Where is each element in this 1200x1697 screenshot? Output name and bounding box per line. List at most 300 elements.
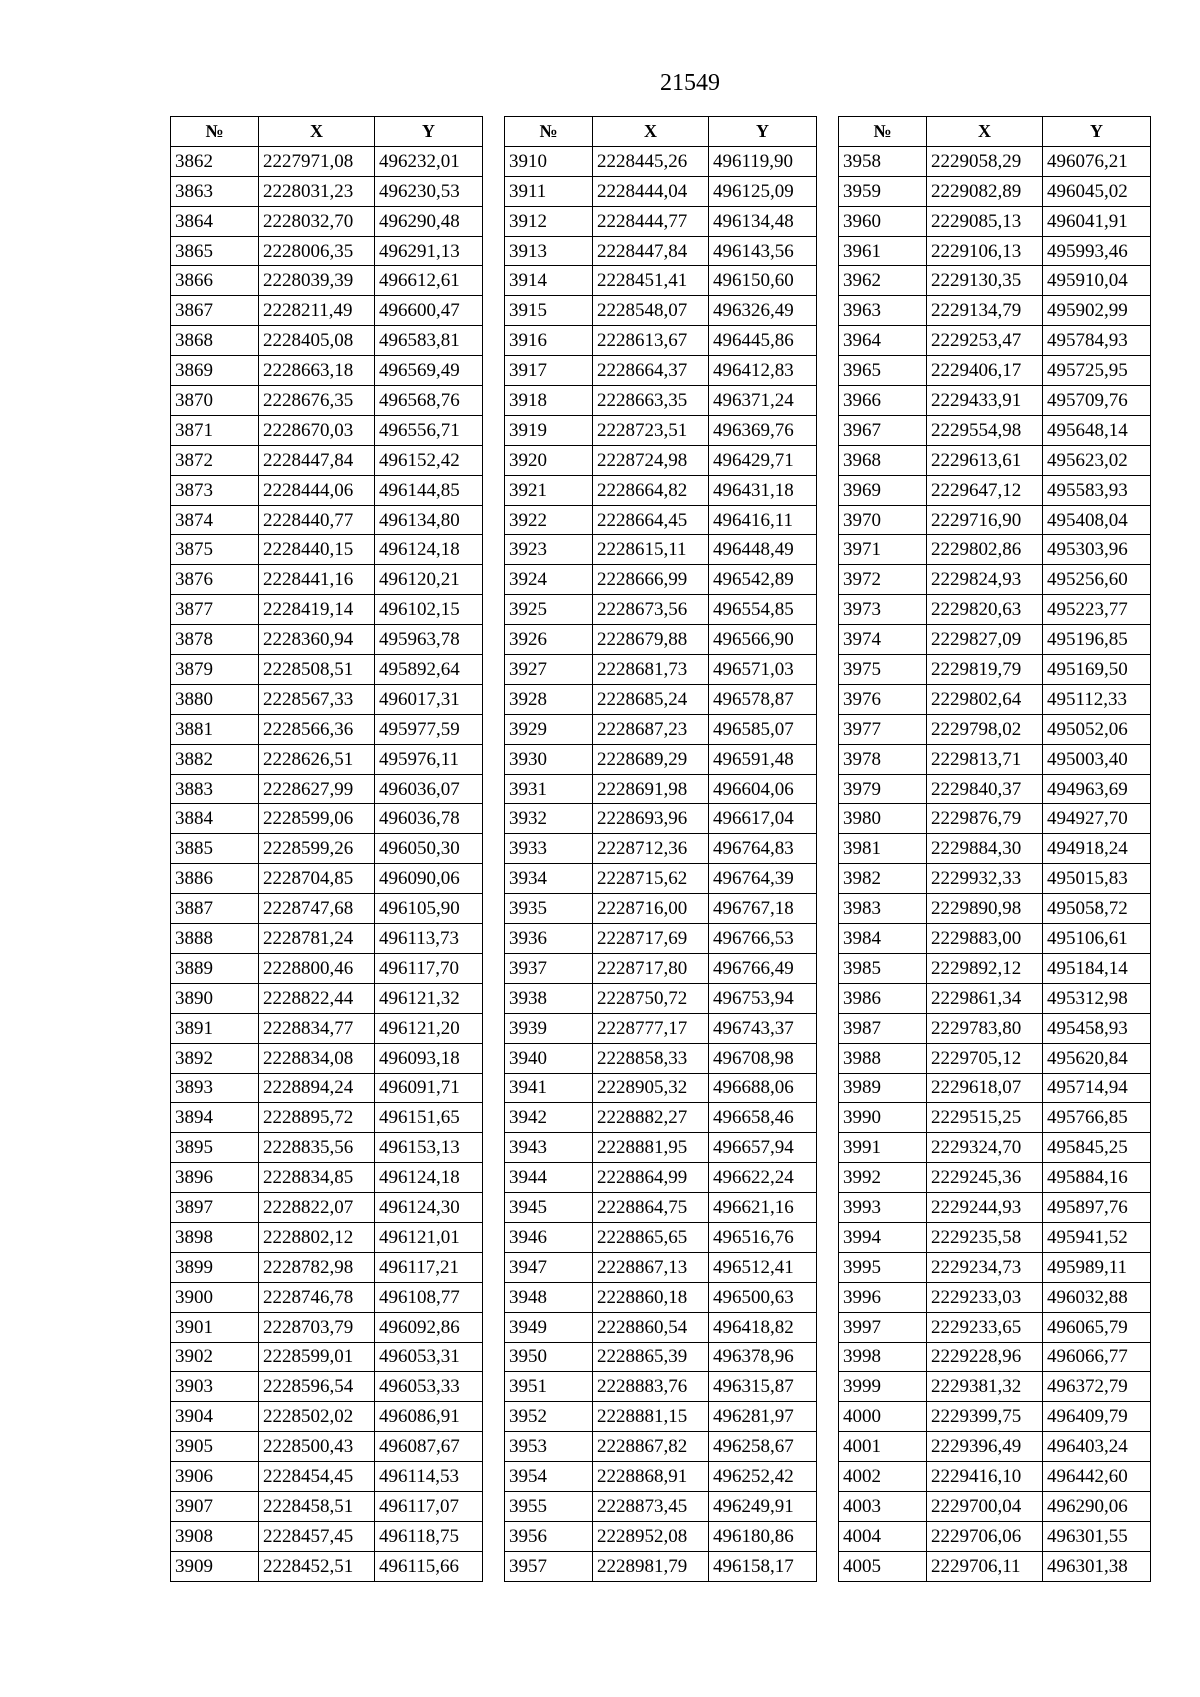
point-number-cell: 3865: [171, 236, 259, 266]
y-coordinate-cell: 496053,33: [375, 1372, 483, 1402]
table-row: [171, 1372, 483, 1402]
x-coordinate-cell: 2229783,80: [927, 1013, 1043, 1043]
table-row: [505, 625, 817, 655]
point-number-cell: 3980: [839, 804, 927, 834]
x-coordinate-cell: 2229890,98: [927, 894, 1043, 924]
table-row: [505, 565, 817, 595]
table-row: [839, 1491, 1151, 1521]
table-row: [505, 326, 817, 356]
table-row: [171, 565, 483, 595]
table-row: [839, 1462, 1151, 1492]
y-coordinate-cell: 496252,42: [709, 1462, 817, 1492]
x-coordinate-cell: 2228508,51: [259, 655, 375, 685]
point-number-cell: 3870: [171, 386, 259, 416]
y-coordinate-cell: 496448,49: [709, 535, 817, 565]
x-coordinate-cell: 2228670,03: [259, 415, 375, 445]
x-coordinate-cell: 2228704,85: [259, 864, 375, 894]
y-coordinate-cell: 495714,94: [1043, 1073, 1151, 1103]
point-number-cell: 3938: [505, 983, 593, 1013]
x-coordinate-cell: 2228444,77: [593, 206, 709, 236]
table-row: [505, 535, 817, 565]
y-coordinate-cell: 496500,63: [709, 1282, 817, 1312]
table-row: [839, 864, 1151, 894]
y-coordinate-cell: 496512,41: [709, 1252, 817, 1282]
point-number-cell: 3920: [505, 445, 593, 475]
table-row: [171, 834, 483, 864]
point-number-cell: 3988: [839, 1043, 927, 1073]
point-number-cell: 3979: [839, 774, 927, 804]
point-number-cell: 3966: [839, 386, 927, 416]
page-number: 21549: [660, 70, 720, 96]
table-row: [505, 1193, 817, 1223]
point-number-cell: 3927: [505, 655, 593, 685]
point-number-cell: 3907: [171, 1491, 259, 1521]
point-number-cell: 3934: [505, 864, 593, 894]
table-row: [171, 386, 483, 416]
y-coordinate-cell: 495003,40: [1043, 744, 1151, 774]
y-coordinate-cell: 496658,46: [709, 1103, 817, 1133]
y-coordinate-cell: 496315,87: [709, 1372, 817, 1402]
table-row: [839, 1551, 1151, 1581]
x-coordinate-cell: 2228691,98: [593, 774, 709, 804]
point-number-cell: 3901: [171, 1312, 259, 1342]
x-coordinate-cell: 2228615,11: [593, 535, 709, 565]
x-coordinate-cell: 2228039,39: [259, 266, 375, 296]
y-coordinate-cell: 496143,56: [709, 236, 817, 266]
table-row: [839, 655, 1151, 685]
table-row: [171, 326, 483, 356]
point-number-cell: 3911: [505, 176, 593, 206]
x-coordinate-cell: 2228440,15: [259, 535, 375, 565]
x-coordinate-cell: 2228777,17: [593, 1013, 709, 1043]
point-number-cell: 3976: [839, 684, 927, 714]
table-row: [505, 1103, 817, 1133]
point-number-cell: 3972: [839, 565, 927, 595]
y-coordinate-cell: 496571,03: [709, 655, 817, 685]
y-coordinate-cell: 496121,32: [375, 983, 483, 1013]
point-number-cell: 3900: [171, 1282, 259, 1312]
table-row: [839, 1342, 1151, 1372]
x-coordinate-cell: 2229706,11: [927, 1551, 1043, 1581]
x-coordinate-cell: 2228596,54: [259, 1372, 375, 1402]
x-coordinate-cell: 2228673,56: [593, 595, 709, 625]
y-coordinate-cell: 495910,04: [1043, 266, 1151, 296]
table-row: [505, 1073, 817, 1103]
y-coordinate-cell: 495583,93: [1043, 475, 1151, 505]
y-coordinate-cell: 495897,76: [1043, 1193, 1151, 1223]
y-coordinate-cell: 496764,39: [709, 864, 817, 894]
x-coordinate-cell: 2229892,12: [927, 953, 1043, 983]
point-number-cell: 3989: [839, 1073, 927, 1103]
point-number-cell: 3941: [505, 1073, 593, 1103]
x-coordinate-cell: 2228452,51: [259, 1551, 375, 1581]
y-coordinate-cell: 494918,24: [1043, 834, 1151, 864]
y-coordinate-cell: 495196,85: [1043, 625, 1151, 655]
point-number-cell: 3917: [505, 356, 593, 386]
point-number-cell: 3916: [505, 326, 593, 356]
x-coordinate-cell: 2229883,00: [927, 924, 1043, 954]
y-coordinate-cell: 496753,94: [709, 983, 817, 1013]
table-row: [171, 505, 483, 535]
y-coordinate-cell: 495993,46: [1043, 236, 1151, 266]
y-coordinate-cell: 495892,64: [375, 655, 483, 685]
point-number-cell: 3926: [505, 625, 593, 655]
x-coordinate-cell: 2228548,07: [593, 296, 709, 326]
y-coordinate-cell: 496090,06: [375, 864, 483, 894]
point-number-cell: 3992: [839, 1163, 927, 1193]
point-number-cell: 3891: [171, 1013, 259, 1043]
point-number-cell: 4005: [839, 1551, 927, 1581]
table-row: [171, 415, 483, 445]
y-coordinate-cell: 495623,02: [1043, 445, 1151, 475]
y-coordinate-cell: 496445,86: [709, 326, 817, 356]
point-number-cell: 3893: [171, 1073, 259, 1103]
table-row: [505, 953, 817, 983]
table-row: [505, 505, 817, 535]
x-coordinate-cell: 2228865,39: [593, 1342, 709, 1372]
table-row: [171, 924, 483, 954]
coordinate-table-1: [170, 116, 483, 1582]
table-row: [171, 1133, 483, 1163]
table-row: [171, 1402, 483, 1432]
point-number-cell: 3982: [839, 864, 927, 894]
table-row: [839, 1043, 1151, 1073]
x-coordinate-cell: 2229820,63: [927, 595, 1043, 625]
y-coordinate-cell: 496556,71: [375, 415, 483, 445]
table-row: [839, 1193, 1151, 1223]
point-number-cell: 3897: [171, 1193, 259, 1223]
y-coordinate-cell: 496045,02: [1043, 176, 1151, 206]
y-coordinate-cell: 495015,83: [1043, 864, 1151, 894]
x-coordinate-cell: 2229515,25: [927, 1103, 1043, 1133]
y-coordinate-cell: 495977,59: [375, 714, 483, 744]
y-coordinate-cell: 496591,48: [709, 744, 817, 774]
point-number-cell: 3887: [171, 894, 259, 924]
point-number-cell: 3944: [505, 1163, 593, 1193]
x-coordinate-cell: 2229819,79: [927, 655, 1043, 685]
y-coordinate-cell: 496621,16: [709, 1193, 817, 1223]
y-coordinate-cell: 495963,78: [375, 625, 483, 655]
x-coordinate-cell: 2228860,18: [593, 1282, 709, 1312]
point-number-cell: 3878: [171, 625, 259, 655]
y-coordinate-cell: 496412,83: [709, 356, 817, 386]
x-coordinate-cell: 2228724,98: [593, 445, 709, 475]
table-row: [839, 774, 1151, 804]
x-coordinate-cell: 2228567,33: [259, 684, 375, 714]
table-row: [505, 386, 817, 416]
y-coordinate-cell: 495106,61: [1043, 924, 1151, 954]
point-number-cell: 3977: [839, 714, 927, 744]
x-coordinate-cell: 2228747,68: [259, 894, 375, 924]
point-number-cell: 3958: [839, 146, 927, 176]
table-row: [505, 206, 817, 236]
y-coordinate-cell: 496766,49: [709, 953, 817, 983]
y-coordinate-cell: 496290,48: [375, 206, 483, 236]
y-coordinate-cell: 496087,67: [375, 1432, 483, 1462]
x-coordinate-cell: 2229233,03: [927, 1282, 1043, 1312]
point-number-cell: 3872: [171, 445, 259, 475]
y-coordinate-cell: 495058,72: [1043, 894, 1151, 924]
point-number-cell: 3885: [171, 834, 259, 864]
x-coordinate-cell: 2228211,49: [259, 296, 375, 326]
point-number-cell: 3908: [171, 1521, 259, 1551]
y-coordinate-cell: 496301,38: [1043, 1551, 1151, 1581]
table-row: [505, 445, 817, 475]
y-coordinate-cell: 496442,60: [1043, 1462, 1151, 1492]
table-row: [505, 176, 817, 206]
point-number-cell: 3933: [505, 834, 593, 864]
table-row: [505, 236, 817, 266]
table-row: [839, 714, 1151, 744]
table-row: [839, 983, 1151, 1013]
table-header-row: [505, 117, 817, 147]
x-coordinate-cell: 2229798,02: [927, 714, 1043, 744]
point-number-cell: 3895: [171, 1133, 259, 1163]
point-number-cell: 3863: [171, 176, 259, 206]
table-row: [171, 1193, 483, 1223]
table-row: [839, 356, 1151, 386]
y-coordinate-cell: 496120,21: [375, 565, 483, 595]
table-row: [839, 266, 1151, 296]
column-header-y: Y: [709, 117, 817, 147]
table-row: [505, 1521, 817, 1551]
point-number-cell: 3987: [839, 1013, 927, 1043]
x-coordinate-cell: 2228895,72: [259, 1103, 375, 1133]
x-coordinate-cell: 2228717,80: [593, 953, 709, 983]
x-coordinate-cell: 2228458,51: [259, 1491, 375, 1521]
x-coordinate-cell: 2229932,33: [927, 864, 1043, 894]
y-coordinate-cell: 496612,61: [375, 266, 483, 296]
x-coordinate-cell: 2228716,00: [593, 894, 709, 924]
point-number-cell: 3954: [505, 1462, 593, 1492]
y-coordinate-cell: 496232,01: [375, 146, 483, 176]
point-number-cell: 3881: [171, 714, 259, 744]
y-coordinate-cell: 496092,86: [375, 1312, 483, 1342]
x-coordinate-cell: 2229406,17: [927, 356, 1043, 386]
y-coordinate-cell: 496378,96: [709, 1342, 817, 1372]
y-coordinate-cell: 496117,21: [375, 1252, 483, 1282]
coordinate-table-2: [504, 116, 817, 1582]
point-number-cell: 3967: [839, 415, 927, 445]
table-row: [839, 1133, 1151, 1163]
x-coordinate-cell: 2229802,86: [927, 535, 1043, 565]
y-coordinate-cell: 495766,85: [1043, 1103, 1151, 1133]
y-coordinate-cell: 496124,18: [375, 1163, 483, 1193]
y-coordinate-cell: 495648,14: [1043, 415, 1151, 445]
point-number-cell: 3950: [505, 1342, 593, 1372]
table-row: [839, 1432, 1151, 1462]
point-number-cell: 4001: [839, 1432, 927, 1462]
table-row: [505, 1432, 817, 1462]
x-coordinate-cell: 2228599,01: [259, 1342, 375, 1372]
x-coordinate-cell: 2229840,37: [927, 774, 1043, 804]
point-number-cell: 3864: [171, 206, 259, 236]
y-coordinate-cell: 495902,99: [1043, 296, 1151, 326]
table-row: [171, 894, 483, 924]
y-coordinate-cell: 496053,31: [375, 1342, 483, 1372]
x-coordinate-cell: 2229324,70: [927, 1133, 1043, 1163]
point-number-cell: 3981: [839, 834, 927, 864]
x-coordinate-cell: 2228666,99: [593, 565, 709, 595]
point-number-cell: 3930: [505, 744, 593, 774]
x-coordinate-cell: 2228440,77: [259, 505, 375, 535]
table-row: [505, 924, 817, 954]
point-number-cell: 3965: [839, 356, 927, 386]
point-number-cell: 3974: [839, 625, 927, 655]
point-number-cell: 3896: [171, 1163, 259, 1193]
point-number-cell: 3873: [171, 475, 259, 505]
point-number-cell: 3929: [505, 714, 593, 744]
table-row: [839, 1222, 1151, 1252]
point-number-cell: 3862: [171, 146, 259, 176]
x-coordinate-cell: 2228405,08: [259, 326, 375, 356]
y-coordinate-cell: 496230,53: [375, 176, 483, 206]
y-coordinate-cell: 496036,78: [375, 804, 483, 834]
table-row: [505, 1252, 817, 1282]
y-coordinate-cell: 496290,06: [1043, 1491, 1151, 1521]
table-row: [839, 1372, 1151, 1402]
table-row: [171, 1432, 483, 1462]
x-coordinate-cell: 2228746,78: [259, 1282, 375, 1312]
table-row: [839, 415, 1151, 445]
point-number-cell: 3956: [505, 1521, 593, 1551]
point-number-cell: 3923: [505, 535, 593, 565]
y-coordinate-cell: 496281,97: [709, 1402, 817, 1432]
x-coordinate-cell: 2228447,84: [259, 445, 375, 475]
x-coordinate-cell: 2228360,94: [259, 625, 375, 655]
point-number-cell: 3963: [839, 296, 927, 326]
x-coordinate-cell: 2229433,91: [927, 386, 1043, 416]
x-coordinate-cell: 2228566,36: [259, 714, 375, 744]
x-coordinate-cell: 2228502,02: [259, 1402, 375, 1432]
point-number-cell: 3888: [171, 924, 259, 954]
point-number-cell: 4000: [839, 1402, 927, 1432]
column-header-x: X: [927, 117, 1043, 147]
x-coordinate-cell: 2228681,73: [593, 655, 709, 685]
table-row: [839, 1252, 1151, 1282]
y-coordinate-cell: 496050,30: [375, 834, 483, 864]
point-number-cell: 3866: [171, 266, 259, 296]
table-row: [839, 535, 1151, 565]
y-coordinate-cell: 496017,31: [375, 684, 483, 714]
y-coordinate-cell: 496144,85: [375, 475, 483, 505]
table-row: [839, 176, 1151, 206]
point-number-cell: 3899: [171, 1252, 259, 1282]
x-coordinate-cell: 2228664,37: [593, 356, 709, 386]
table-row: [839, 1312, 1151, 1342]
x-coordinate-cell: 2228834,85: [259, 1163, 375, 1193]
y-coordinate-cell: 496086,91: [375, 1402, 483, 1432]
x-coordinate-cell: 2228441,16: [259, 565, 375, 595]
table-row: [839, 1402, 1151, 1432]
point-number-cell: 3914: [505, 266, 593, 296]
coordinate-tables: [170, 116, 1151, 1582]
y-coordinate-cell: 496032,88: [1043, 1282, 1151, 1312]
table-row: [839, 894, 1151, 924]
x-coordinate-cell: 2228873,45: [593, 1491, 709, 1521]
y-coordinate-cell: 495620,84: [1043, 1043, 1151, 1073]
point-number-cell: 4002: [839, 1462, 927, 1492]
x-coordinate-cell: 2229618,07: [927, 1073, 1043, 1103]
y-coordinate-cell: 496291,13: [375, 236, 483, 266]
x-coordinate-cell: 2228613,67: [593, 326, 709, 356]
y-coordinate-cell: 495976,11: [375, 744, 483, 774]
x-coordinate-cell: 2229876,79: [927, 804, 1043, 834]
point-number-cell: 3985: [839, 953, 927, 983]
table-row: [171, 1073, 483, 1103]
point-number-cell: 3936: [505, 924, 593, 954]
y-coordinate-cell: 496604,06: [709, 774, 817, 804]
table-row: [171, 1013, 483, 1043]
x-coordinate-cell: 2228679,88: [593, 625, 709, 655]
point-number-cell: 3935: [505, 894, 593, 924]
table-row: [839, 146, 1151, 176]
x-coordinate-cell: 2228032,70: [259, 206, 375, 236]
point-number-cell: 3991: [839, 1133, 927, 1163]
table-row: [505, 1372, 817, 1402]
point-number-cell: 3883: [171, 774, 259, 804]
point-number-cell: 3910: [505, 146, 593, 176]
point-number-cell: 3905: [171, 1432, 259, 1462]
point-number-cell: 3984: [839, 924, 927, 954]
table-row: [505, 1282, 817, 1312]
point-number-cell: 3951: [505, 1372, 593, 1402]
y-coordinate-cell: 496617,04: [709, 804, 817, 834]
table-row: [505, 684, 817, 714]
y-coordinate-cell: 496764,83: [709, 834, 817, 864]
y-coordinate-cell: 495184,14: [1043, 953, 1151, 983]
y-coordinate-cell: 496124,30: [375, 1193, 483, 1223]
point-number-cell: 3894: [171, 1103, 259, 1133]
y-coordinate-cell: 495169,50: [1043, 655, 1151, 685]
y-coordinate-cell: 494963,69: [1043, 774, 1151, 804]
y-coordinate-cell: 496124,18: [375, 535, 483, 565]
table-row: [839, 834, 1151, 864]
y-coordinate-cell: 496076,21: [1043, 146, 1151, 176]
point-number-cell: 3932: [505, 804, 593, 834]
x-coordinate-cell: 2229416,10: [927, 1462, 1043, 1492]
y-coordinate-cell: 496369,76: [709, 415, 817, 445]
y-coordinate-cell: 496566,90: [709, 625, 817, 655]
table-row: [839, 625, 1151, 655]
x-coordinate-cell: 2229253,47: [927, 326, 1043, 356]
table-row: [171, 356, 483, 386]
y-coordinate-cell: 496743,37: [709, 1013, 817, 1043]
x-coordinate-cell: 2228800,46: [259, 953, 375, 983]
table-row: [839, 684, 1151, 714]
y-coordinate-cell: 496301,55: [1043, 1521, 1151, 1551]
column-header-number: №: [505, 117, 593, 147]
x-coordinate-cell: 2228626,51: [259, 744, 375, 774]
point-number-cell: 3960: [839, 206, 927, 236]
x-coordinate-cell: 2228894,24: [259, 1073, 375, 1103]
y-coordinate-cell: 495884,16: [1043, 1163, 1151, 1193]
y-coordinate-cell: 496108,77: [375, 1282, 483, 1312]
x-coordinate-cell: 2228451,41: [593, 266, 709, 296]
point-number-cell: 3898: [171, 1222, 259, 1252]
table-row: [171, 1342, 483, 1372]
point-number-cell: 4004: [839, 1521, 927, 1551]
table-row: [505, 1402, 817, 1432]
x-coordinate-cell: 2228868,91: [593, 1462, 709, 1492]
x-coordinate-cell: 2228822,07: [259, 1193, 375, 1223]
x-coordinate-cell: 2229134,79: [927, 296, 1043, 326]
table-header-row: [171, 117, 483, 147]
table-row: [171, 804, 483, 834]
x-coordinate-cell: 2228445,26: [593, 146, 709, 176]
column-header-y: Y: [375, 117, 483, 147]
table-row: [505, 774, 817, 804]
